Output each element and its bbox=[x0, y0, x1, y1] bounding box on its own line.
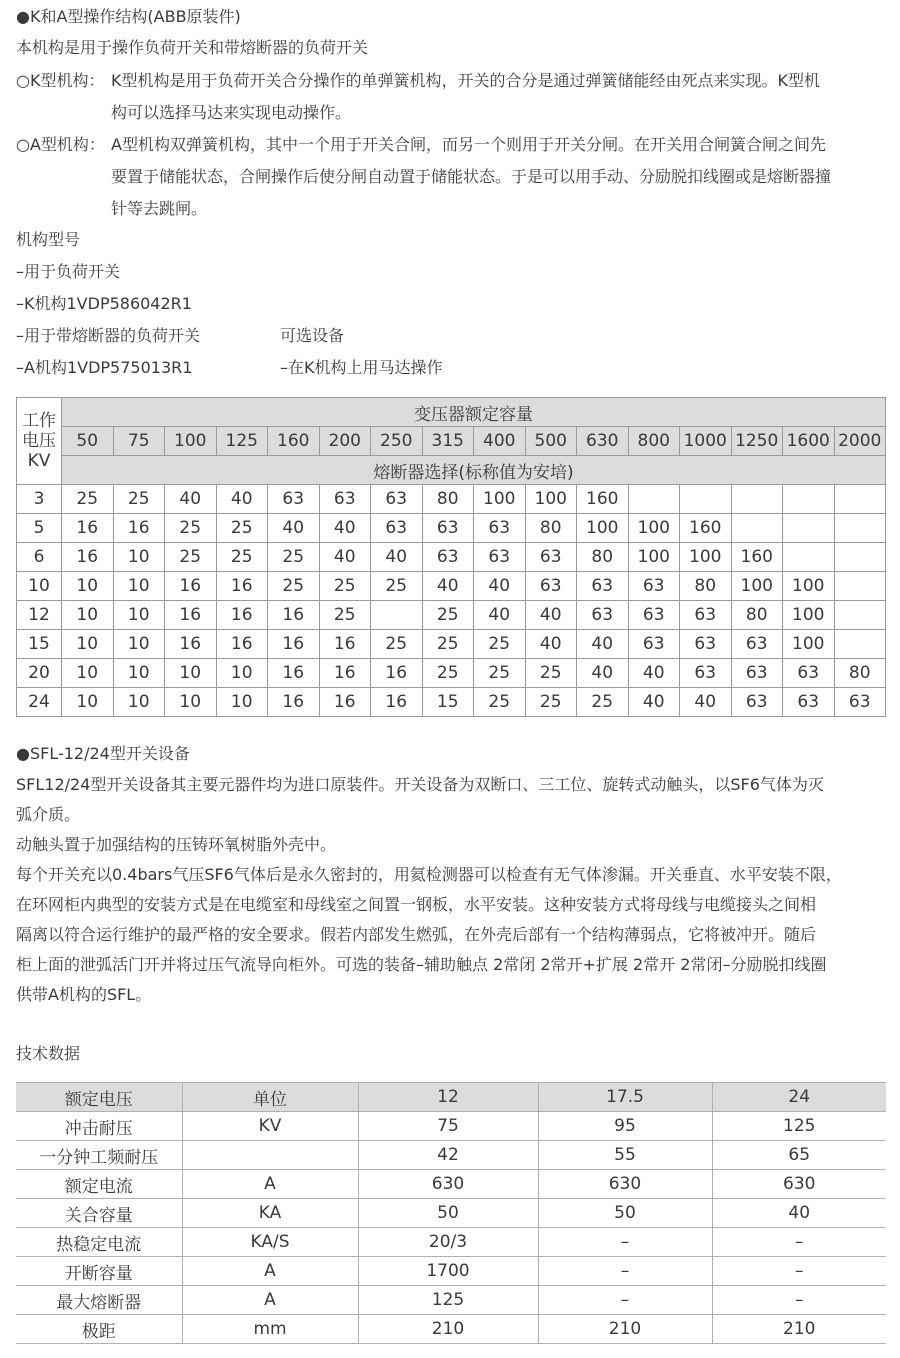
voltage-header bbox=[17, 398, 62, 485]
table-row bbox=[16, 1199, 886, 1228]
fuse-value-cell: 25 bbox=[216, 514, 268, 543]
fuse-value-cell: 16 bbox=[165, 630, 217, 659]
fuse-value-cell: 10 bbox=[113, 572, 165, 601]
fuse-value-cell: 63 bbox=[319, 485, 371, 514]
fuse-value-cell: 25 bbox=[525, 688, 577, 717]
k-mechanism-block bbox=[16, 65, 896, 129]
fuse-value-cell bbox=[834, 601, 886, 630]
tech-cell: 额定电流 bbox=[16, 1170, 182, 1199]
tech-header-cell: 单位 bbox=[182, 1083, 358, 1112]
tech-cell: 630 bbox=[538, 1170, 712, 1199]
voltage-header-line-1: 工作 bbox=[22, 411, 56, 431]
capacity-cell: 100 bbox=[165, 427, 217, 456]
tech-cell: 开断容量 bbox=[16, 1257, 182, 1286]
tech-cell: – bbox=[538, 1257, 712, 1286]
fuse-value-cell bbox=[731, 514, 783, 543]
voltage-cell: 6 bbox=[17, 543, 62, 572]
fuse-value-cell: 16 bbox=[268, 601, 320, 630]
fuse-value-cell: 100 bbox=[474, 485, 526, 514]
paragraph-line: 每个开关充以0.4bars气压SF6气体后是永久密封的，用氦检测器可以检查有无气体渗漏。开关垂直、水平安装不限， bbox=[16, 865, 842, 884]
tech-cell: mm bbox=[182, 1315, 358, 1344]
k-text-line-1: K型机构是用于负荷开关合分操作的单弹簧机构，开关的合分是通过弹簧储能经由死点来实现。K型机 bbox=[111, 71, 820, 90]
fuse-value-cell bbox=[731, 485, 783, 514]
fuse-value-cell: 16 bbox=[371, 688, 423, 717]
fuse-value-cell: 16 bbox=[62, 514, 114, 543]
fuse-value-cell bbox=[783, 485, 835, 514]
fuse-value-cell: 16 bbox=[113, 514, 165, 543]
capacity-cell: 2000 bbox=[834, 427, 886, 456]
fuse-value-cell: 100 bbox=[628, 543, 680, 572]
tech-cell: KV bbox=[182, 1112, 358, 1141]
fuse-value-cell: 16 bbox=[216, 630, 268, 659]
fuse-value-cell: 10 bbox=[113, 630, 165, 659]
tech-data-title: 技术数据 bbox=[16, 1044, 81, 1063]
sfl-description bbox=[16, 770, 888, 1010]
capacity-cell: 500 bbox=[525, 427, 577, 456]
fuse-value-cell: 100 bbox=[525, 485, 577, 514]
tech-cell: A bbox=[182, 1257, 358, 1286]
fuse-value-cell: 16 bbox=[216, 572, 268, 601]
tech-cell: A bbox=[182, 1170, 358, 1199]
tech-cell: 630 bbox=[358, 1170, 538, 1199]
capacity-cell: 200 bbox=[319, 427, 371, 456]
fuse-value-cell: 40 bbox=[319, 514, 371, 543]
fuse-value-cell: 63 bbox=[474, 514, 526, 543]
tech-cell: 75 bbox=[358, 1112, 538, 1141]
fuse-value-cell bbox=[680, 485, 732, 514]
fuse-value-cell: 25 bbox=[268, 572, 320, 601]
tech-header-row bbox=[16, 1083, 886, 1112]
table-row bbox=[17, 514, 886, 543]
fuse-value-cell: 25 bbox=[474, 659, 526, 688]
fuse-value-cell: 63 bbox=[783, 659, 835, 688]
model-line-1: –用于负荷开关 bbox=[16, 262, 121, 281]
fuse-value-cell: 160 bbox=[731, 543, 783, 572]
fuse-value-cell: 10 bbox=[62, 572, 114, 601]
fuse-header: 熔断器选择(标称值为安培) bbox=[62, 456, 886, 485]
tech-cell: KA/S bbox=[182, 1228, 358, 1257]
tech-cell bbox=[182, 1141, 358, 1170]
fuse-value-cell: 25 bbox=[319, 601, 371, 630]
fuse-value-cell: 16 bbox=[165, 601, 217, 630]
fuse-value-cell: 40 bbox=[422, 572, 474, 601]
fuse-value-cell: 40 bbox=[628, 659, 680, 688]
voltage-header-line-2: 电压 bbox=[22, 431, 56, 451]
tech-cell: – bbox=[538, 1228, 712, 1257]
fuse-value-cell: 40 bbox=[165, 485, 217, 514]
tech-header-cell: 额定电压 bbox=[16, 1083, 182, 1112]
fuse-value-cell: 16 bbox=[268, 659, 320, 688]
fuse-value-cell: 100 bbox=[731, 572, 783, 601]
fuse-value-cell: 63 bbox=[680, 659, 732, 688]
k-mechanism-text bbox=[111, 65, 891, 129]
fuse-value-cell: 40 bbox=[319, 543, 371, 572]
tech-cell: 50 bbox=[358, 1199, 538, 1228]
tech-cell: 热稳定电流 bbox=[16, 1228, 182, 1257]
tech-cell: 55 bbox=[538, 1141, 712, 1170]
paragraph-line: 柜上面的泄弧活门开并将过压气流导向柜外。可选的装备–辅助触点 2常闭 2常开+扩展 2常开 2常闭–分励脱扣线圈 bbox=[16, 955, 827, 974]
fuse-value-cell: 25 bbox=[62, 485, 114, 514]
capacity-cell: 1600 bbox=[783, 427, 835, 456]
fuse-value-cell: 100 bbox=[783, 630, 835, 659]
table-row bbox=[17, 572, 886, 601]
fuse-value-cell: 40 bbox=[525, 601, 577, 630]
fuse-value-cell: 80 bbox=[422, 485, 474, 514]
fuse-value-cell: 16 bbox=[371, 659, 423, 688]
model-line-3b: 可选设备 bbox=[280, 326, 345, 345]
fuse-value-cell: 10 bbox=[113, 659, 165, 688]
model-line-4: –A机构1VDP575013R1 bbox=[16, 358, 193, 377]
fuse-value-cell: 25 bbox=[165, 514, 217, 543]
fuse-value-cell: 25 bbox=[113, 485, 165, 514]
fuse-value-cell: 10 bbox=[113, 543, 165, 572]
table-row bbox=[16, 1257, 886, 1286]
intro-text: 本机构是用于操作负荷开关和带熔断器的负荷开关 bbox=[16, 38, 369, 57]
fuse-value-cell: 63 bbox=[371, 485, 423, 514]
tech-cell: 125 bbox=[358, 1286, 538, 1315]
fuse-value-cell: 25 bbox=[474, 688, 526, 717]
fuse-value-cell: 100 bbox=[783, 601, 835, 630]
table-row bbox=[17, 543, 886, 572]
fuse-value-cell: 63 bbox=[474, 543, 526, 572]
tech-header-cell: 17.5 bbox=[538, 1083, 712, 1112]
capacity-cell: 250 bbox=[371, 427, 423, 456]
fuse-value-cell: 16 bbox=[319, 688, 371, 717]
fuse-value-cell: 63 bbox=[628, 630, 680, 659]
paragraph-line: SFL12/24型开关设备其主要元器件均为进口原装件。开关设备为双断口、三工位、旋转式动触头，以SF6气体为灭 bbox=[16, 775, 824, 794]
a-text-line-1: A型机构双弹簧机构，其中一个用于开关合闸，而另一个则用于开关分闸。在开关用合闸簧合闸之间先 bbox=[111, 135, 826, 154]
fuse-value-cell: 25 bbox=[216, 543, 268, 572]
k-mechanism-label: ○K型机构： bbox=[16, 71, 105, 90]
tech-cell: 一分钟工频耐压 bbox=[16, 1141, 182, 1170]
fuse-value-cell bbox=[783, 514, 835, 543]
fuse-value-cell: 10 bbox=[216, 688, 268, 717]
model-title: 机构型号 bbox=[16, 230, 81, 249]
voltage-cell: 20 bbox=[17, 659, 62, 688]
fuse-value-cell: 80 bbox=[834, 659, 886, 688]
fuse-value-cell: 16 bbox=[165, 572, 217, 601]
paragraph-line: 供带A机构的SFL。 bbox=[16, 985, 152, 1004]
table-row bbox=[16, 1315, 886, 1344]
fuse-value-cell: 160 bbox=[680, 514, 732, 543]
tech-cell: 210 bbox=[358, 1315, 538, 1344]
tech-cell: 65 bbox=[712, 1141, 886, 1170]
table-row bbox=[16, 1228, 886, 1257]
model-line-3: –用于带熔断器的负荷开关 bbox=[16, 326, 201, 345]
capacity-cell: 1250 bbox=[731, 427, 783, 456]
fuse-value-cell: 40 bbox=[474, 572, 526, 601]
capacity-cell: 50 bbox=[62, 427, 114, 456]
tech-cell: 42 bbox=[358, 1141, 538, 1170]
section-title-sfl: ●SFL-12/24型开关设备 bbox=[16, 744, 190, 763]
fuse-value-cell: 80 bbox=[525, 514, 577, 543]
table-row bbox=[17, 659, 886, 688]
model-line-4b: –在K机构上用马达操作 bbox=[280, 358, 443, 377]
fuse-value-cell bbox=[628, 485, 680, 514]
fuse-value-cell: 40 bbox=[628, 688, 680, 717]
tech-cell: 125 bbox=[712, 1112, 886, 1141]
tech-cell: 最大熔断器 bbox=[16, 1286, 182, 1315]
fuse-value-cell: 63 bbox=[628, 572, 680, 601]
section-title-operating-mechanism: ●K和A型操作结构(ABB原装件) bbox=[16, 7, 241, 26]
fuse-value-cell: 15 bbox=[422, 688, 474, 717]
tech-cell: 冲击耐压 bbox=[16, 1112, 182, 1141]
voltage-cell: 5 bbox=[17, 514, 62, 543]
tech-cell: – bbox=[712, 1228, 886, 1257]
fuse-value-cell: 25 bbox=[577, 688, 629, 717]
fuse-value-cell: 16 bbox=[216, 601, 268, 630]
tech-cell: 630 bbox=[712, 1170, 886, 1199]
fuse-value-cell: 100 bbox=[680, 543, 732, 572]
paragraph-line: 弧介质。 bbox=[16, 805, 81, 824]
fuse-value-cell bbox=[371, 601, 423, 630]
tech-cell: 40 bbox=[712, 1199, 886, 1228]
fuse-value-cell: 100 bbox=[783, 572, 835, 601]
tech-cell: 极距 bbox=[16, 1315, 182, 1344]
fuse-value-cell: 16 bbox=[319, 630, 371, 659]
fuse-value-cell bbox=[834, 485, 886, 514]
a-text-line-2: 要置于储能状态，合闸操作后使分闸自动置于储能状态。于是可以用手动、分励脱扣线圈或是熔断器撞 bbox=[111, 167, 832, 186]
fuse-value-cell: 63 bbox=[628, 601, 680, 630]
fuse-value-cell: 25 bbox=[525, 659, 577, 688]
fuse-value-cell: 63 bbox=[525, 543, 577, 572]
tech-cell: 210 bbox=[538, 1315, 712, 1344]
fuse-value-cell: 25 bbox=[165, 543, 217, 572]
tech-cell: 95 bbox=[538, 1112, 712, 1141]
table-row bbox=[16, 1141, 886, 1170]
fuse-value-cell: 40 bbox=[371, 543, 423, 572]
tech-cell: – bbox=[712, 1286, 886, 1315]
table-row bbox=[17, 601, 886, 630]
fuse-value-cell: 63 bbox=[680, 630, 732, 659]
fuse-value-cell: 16 bbox=[268, 630, 320, 659]
fuse-value-cell: 63 bbox=[577, 572, 629, 601]
paragraph-line: 在环网柜内典型的安装方式是在电缆室和母线室之间置一钢板，水平安装。这种安装方式将母线与电缆接头之间相 bbox=[16, 895, 817, 914]
table-row bbox=[16, 1286, 886, 1315]
fuse-value-cell: 25 bbox=[422, 630, 474, 659]
fuse-value-cell: 63 bbox=[783, 688, 835, 717]
fuse-value-cell: 40 bbox=[577, 659, 629, 688]
fuse-value-cell bbox=[783, 543, 835, 572]
fuse-value-cell: 10 bbox=[62, 659, 114, 688]
fuse-value-cell: 100 bbox=[628, 514, 680, 543]
fuse-value-cell: 160 bbox=[577, 485, 629, 514]
voltage-cell: 10 bbox=[17, 572, 62, 601]
capacity-cell: 800 bbox=[628, 427, 680, 456]
fuse-value-cell: 63 bbox=[680, 601, 732, 630]
table-row bbox=[17, 688, 886, 717]
capacity-cell: 400 bbox=[474, 427, 526, 456]
fuse-value-cell: 40 bbox=[525, 630, 577, 659]
fuse-value-cell: 40 bbox=[268, 514, 320, 543]
fuse-value-cell: 25 bbox=[422, 659, 474, 688]
fuse-value-cell: 10 bbox=[113, 601, 165, 630]
fuse-value-cell: 63 bbox=[577, 601, 629, 630]
voltage-cell: 24 bbox=[17, 688, 62, 717]
tech-cell: 关合容量 bbox=[16, 1199, 182, 1228]
paragraph-line: 动触头置于加强结构的压铸环氧树脂外壳中。 bbox=[16, 835, 337, 854]
tech-cell: 210 bbox=[712, 1315, 886, 1344]
fuse-value-cell: 63 bbox=[834, 688, 886, 717]
fuse-value-cell: 63 bbox=[731, 630, 783, 659]
fuse-value-cell: 25 bbox=[371, 572, 423, 601]
fuse-value-cell: 10 bbox=[165, 688, 217, 717]
capacity-cell: 160 bbox=[268, 427, 320, 456]
fuse-value-cell bbox=[834, 543, 886, 572]
fuse-value-cell: 10 bbox=[113, 688, 165, 717]
fuse-value-cell: 10 bbox=[165, 659, 217, 688]
capacity-cell: 315 bbox=[422, 427, 474, 456]
capacity-row bbox=[17, 427, 886, 456]
fuse-value-cell: 80 bbox=[577, 543, 629, 572]
paragraph-line: 隔离以符合运行维护的最严格的安全要求。假若内部发生燃弧，在外壳后部有一个结构薄弱点，它将被冲开。随后 bbox=[16, 925, 817, 944]
fuse-value-cell: 63 bbox=[422, 543, 474, 572]
tech-cell: KA bbox=[182, 1199, 358, 1228]
fuse-value-cell: 25 bbox=[371, 630, 423, 659]
fuse-value-cell: 63 bbox=[371, 514, 423, 543]
capacity-header: 变压器额定容量 bbox=[62, 398, 886, 427]
fuse-value-cell: 63 bbox=[731, 659, 783, 688]
fuse-value-cell bbox=[834, 572, 886, 601]
model-line-2: –K机构1VDP586042R1 bbox=[16, 294, 192, 313]
k-text-line-2: 构可以选择马达来实现电动操作。 bbox=[111, 103, 352, 122]
capacity-cell: 125 bbox=[216, 427, 268, 456]
fuse-value-cell: 16 bbox=[319, 659, 371, 688]
tech-cell: 20/3 bbox=[358, 1228, 538, 1257]
a-text-line-3: 针等去跳闸。 bbox=[111, 199, 208, 218]
a-mechanism-text bbox=[111, 129, 891, 225]
fuse-value-cell: 10 bbox=[216, 659, 268, 688]
capacity-cell: 1000 bbox=[680, 427, 732, 456]
fuse-value-cell: 63 bbox=[268, 485, 320, 514]
a-mechanism-label: ○A型机构： bbox=[16, 135, 105, 154]
tech-cell: 1700 bbox=[358, 1257, 538, 1286]
fuse-value-cell: 25 bbox=[422, 601, 474, 630]
fuse-value-cell: 10 bbox=[62, 630, 114, 659]
fuse-value-cell: 25 bbox=[474, 630, 526, 659]
fuse-value-cell: 80 bbox=[731, 601, 783, 630]
fuse-value-cell: 40 bbox=[474, 601, 526, 630]
capacity-cell: 75 bbox=[113, 427, 165, 456]
table-row bbox=[16, 1112, 886, 1141]
table-row bbox=[17, 485, 886, 514]
voltage-cell: 15 bbox=[17, 630, 62, 659]
tech-header-cell: 12 bbox=[358, 1083, 538, 1112]
a-mechanism-block bbox=[16, 129, 896, 225]
fuse-value-cell: 16 bbox=[62, 543, 114, 572]
tech-cell: – bbox=[712, 1257, 886, 1286]
voltage-cell: 3 bbox=[17, 485, 62, 514]
fuse-value-cell: 40 bbox=[577, 630, 629, 659]
fuse-value-cell: 10 bbox=[62, 601, 114, 630]
fuse-value-cell: 40 bbox=[680, 688, 732, 717]
fuse-value-cell: 25 bbox=[319, 572, 371, 601]
fuse-value-cell: 16 bbox=[268, 688, 320, 717]
fuse-value-cell: 40 bbox=[216, 485, 268, 514]
fuse-value-cell: 25 bbox=[268, 543, 320, 572]
tech-cell: – bbox=[538, 1286, 712, 1315]
tech-data-table bbox=[16, 1082, 886, 1344]
fuse-value-cell: 63 bbox=[422, 514, 474, 543]
capacity-cell: 630 bbox=[577, 427, 629, 456]
fuse-value-cell: 10 bbox=[62, 688, 114, 717]
tech-cell: 50 bbox=[538, 1199, 712, 1228]
table-row bbox=[17, 630, 886, 659]
fuse-value-cell: 63 bbox=[525, 572, 577, 601]
fuse-selection-table bbox=[16, 397, 886, 717]
voltage-header-line-3: KV bbox=[27, 451, 51, 471]
voltage-cell: 12 bbox=[17, 601, 62, 630]
fuse-value-cell: 100 bbox=[577, 514, 629, 543]
tech-header-cell: 24 bbox=[712, 1083, 886, 1112]
fuse-value-cell: 63 bbox=[731, 688, 783, 717]
fuse-value-cell bbox=[834, 514, 886, 543]
tech-cell: A bbox=[182, 1286, 358, 1315]
fuse-value-cell: 80 bbox=[680, 572, 732, 601]
table-row bbox=[16, 1170, 886, 1199]
fuse-value-cell bbox=[834, 630, 886, 659]
